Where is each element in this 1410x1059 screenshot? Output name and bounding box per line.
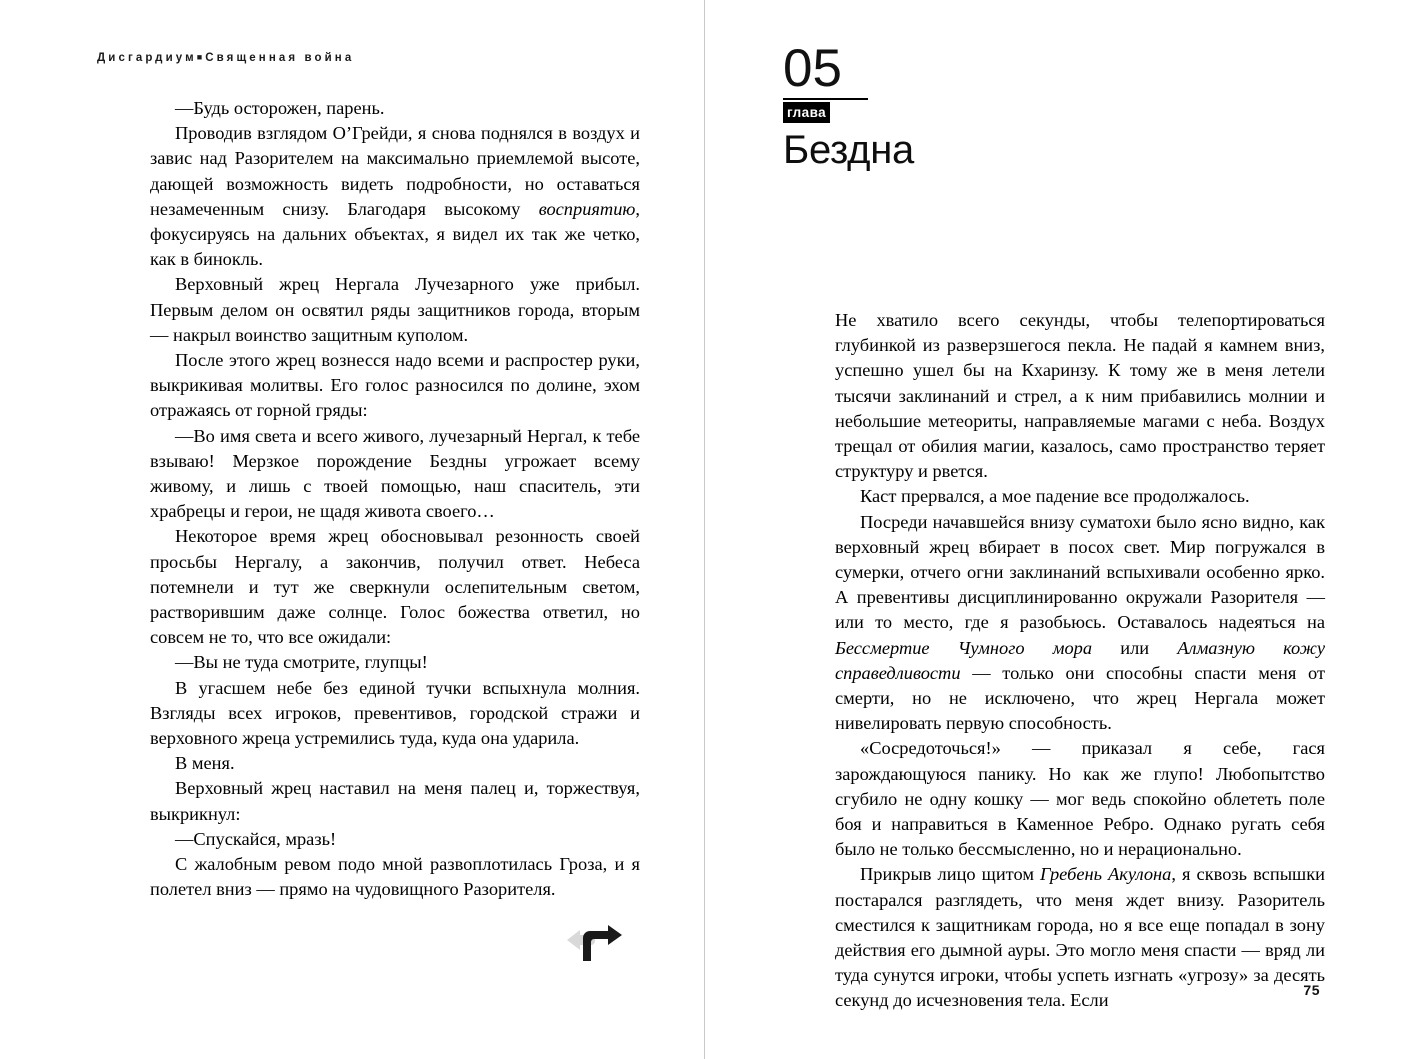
verso-page xyxy=(0,0,704,1059)
paragraph: Верховный жрец Нергала Лучезарного уже прибыл. Первым делом он освятил ряды защитников города, вторым — накрыл воинство защитным куполом. xyxy=(150,274,640,345)
paragraph: После этого жрец вознесся надо всеми и распростер руки, выкрикивая молитвы. Его голос разносился по долине, эхом отражаясь от горной гряды: xyxy=(150,350,640,421)
running-head-separator-icon: ■ xyxy=(196,52,206,62)
paragraph-text: Проводив взглядом О’Грейди, я снова поднялся в воздух и завис над Разорителем на максимально приемлемой высоте, дающей возможность видеть подробности, но оставаться незамеченным снизу. Благодаря высокому xyxy=(150,123,640,219)
italic-term-vospriyatiyu: восприятию xyxy=(538,198,636,219)
running-head-title: Дисгардиум xyxy=(97,52,197,64)
paragraph xyxy=(835,510,1325,737)
italic-term-almaznuyu-kozhu: Алмазную кожу справедливости xyxy=(835,637,1326,683)
paragraph: В меня. xyxy=(175,753,235,774)
page-number: 75 xyxy=(1303,982,1320,998)
paragraph-text: Посреди начавшейся внизу суматохи было ясно видно, как верховный жрец вбирает в посох свет. Мир погружался в сумерки, отчего огни заклинаний вспыхивали особенно ярко. А превентивы дисциплинированно окружали Разорителя — или то место, где я разобьюсь. Оставалось надеяться на xyxy=(835,511,1325,633)
paragraph: «Сосредоточься!» — приказал я себе, гася зарождающуюся панику. Но как же глупо! Любопытство сгубило не одну кошку — мог ведь спокойно облететь поле боя и направиться в Каменное Ребро. Однако ругать себя было не только бессмысленно, но и нерационально. xyxy=(835,738,1325,860)
chapter-header xyxy=(783,39,868,123)
paragraph: В угасшем небе без единой тучки вспыхнула молния. Взгляды всех игроков, превентивов, городской стражи и верховного жреца устремились туда, куда она ударила. xyxy=(150,677,640,749)
paragraph-text: Прикрыв лицо щитом xyxy=(860,864,1041,885)
paragraph: —Спускайся, мразь! xyxy=(175,828,337,849)
recto-page xyxy=(705,0,1410,1059)
paragraph-text-tail: , фокусируясь на дальних объектах, я видел их так же четко, как в бинокль. xyxy=(150,198,640,270)
paragraph: Каст прервался, а мое падение все продолжалось. xyxy=(860,486,1250,507)
chapter-rule xyxy=(783,98,868,100)
turn-arrows-ornament-icon xyxy=(564,921,626,963)
verso-text-column xyxy=(150,96,640,965)
paragraph-text-mid: или xyxy=(1092,637,1178,658)
paragraph: —Вы не туда смотрите, глупцы! xyxy=(175,652,428,673)
paragraph: Не хватило всего секунды, чтобы телепортироваться глубинкой из разверзшегося пекла. Не падай я камнем вниз, успешно ушел бы на Кхаринзу. К тому же в меня летели тысячи заклинаний и стрел, а к ним прибавились молнии и небольшие метеориты, направляемые магами с неба. Воздух трещал от обилия магии, казалось, само пространство теряет структуру и рвется. xyxy=(835,310,1325,482)
running-head-subtitle: Священная война xyxy=(205,52,355,64)
paragraph xyxy=(150,121,640,272)
paragraph: —Будь осторожен, парень. xyxy=(175,98,385,118)
paragraph-text-tail: — только они способны спасти меня от смерти, но не исключено, что жрец Нергала может нивелировать первую способность. xyxy=(835,662,1325,734)
italic-term-greben-akulona: Гребень Акулона xyxy=(1040,864,1172,885)
paragraph: Некоторое время жрец обосновывал резонность своей просьбы Нергалу, а закончив, получил ответ. Небеса потемнели и тут же сверкнули ослепительным светом, растворившим даже солнце. Голос божества ответил, но совсем не то, что все ожидали: xyxy=(150,526,640,648)
paragraph-text-tail: , я сквозь вспышки постарался разглядеть, что меня ждет внизу. Разоритель сместился к защитникам города, но я все еще попадал в зону действия его дымной ауры. Это могло меня спасти — вряд ли туда сунутся игроки, чтобы успеть изгнать «угрозу» за десять секунд до исчезновения тела. Если xyxy=(835,864,1325,1011)
chapter-number: 05 xyxy=(783,39,842,98)
chapter-kicker-badge: глава xyxy=(783,102,830,123)
section-end-ornament xyxy=(150,921,640,965)
italic-term-bessmertie: Бессмертие Чумного мора xyxy=(835,637,1093,658)
running-head xyxy=(97,52,617,64)
recto-text-column xyxy=(835,308,1325,1014)
paragraph: Верховный жрец наставил на меня палец и, торжествуя, выкрикнул: xyxy=(150,778,640,824)
paragraph: С жалобным ревом подо мной развоплотилась Гроза, и я полетел вниз — прямо на чудовищного Разорителя. xyxy=(150,854,640,900)
chapter-title: Бездна xyxy=(783,128,914,172)
paragraph: —Во имя света и всего живого, лучезарный Нергал, к тебе взываю! Мерзкое порождение Бездны угрожает всему живому, и лишь с твоей помощью, наш спаситель, эти храбрецы и герои, не щадя живота своего… xyxy=(150,425,640,522)
